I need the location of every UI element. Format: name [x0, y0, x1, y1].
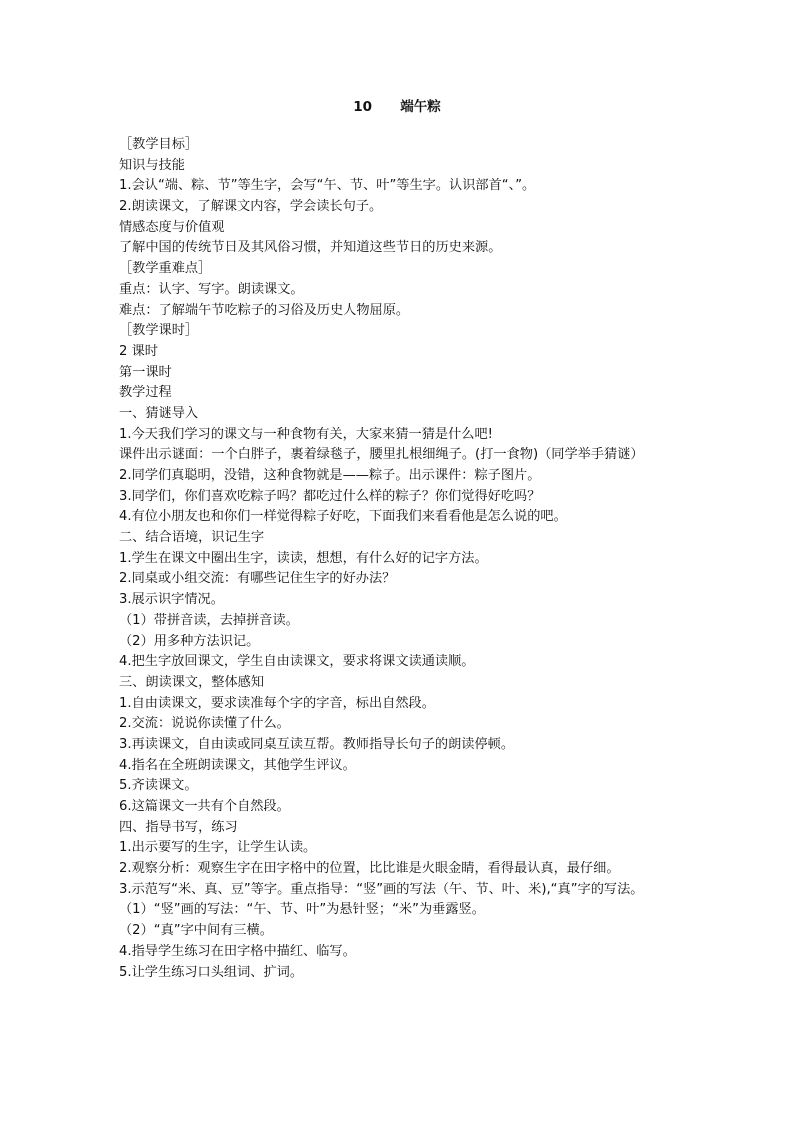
- section-heading-class-hours: ［教学课时］: [119, 323, 199, 339]
- class-hours: 2 课时: [119, 343, 158, 359]
- step-item: 4.有位小朋友也和你们一样觉得粽子好吃，下面我们来看看他是怎么说的吧。: [119, 509, 567, 525]
- step-item: 5.齐读课文。: [119, 778, 198, 794]
- step-heading-writing: 四、指导书写，练习: [119, 819, 238, 835]
- step-item: 4.指名在全班朗读课文，其他学生评议。: [119, 757, 356, 773]
- step-subitem: （1）“竖”画的写法：“午、节、叶”为悬针竖；“米”为垂露竖。: [119, 902, 485, 918]
- lesson-title: 10 端午粽: [353, 99, 441, 115]
- step-item: 2.同桌或小组交流：有哪些记住生字的好办法？: [119, 571, 396, 587]
- step-subitem: （2）用多种方法识记。: [119, 633, 260, 649]
- step-item: 1.出示要写的生字，让学生认读。: [119, 840, 317, 856]
- step-item: 4.把生字放回课文，学生自由读课文，要求将课文读通读顺。: [119, 654, 475, 670]
- step-item: 3.同学们，你们喜欢吃粽子吗？都吃过什么样的粽子？你们觉得好吃吗？: [119, 488, 541, 504]
- step-subitem: （2）“真”字中间有三横。: [119, 923, 273, 939]
- step-item: 2.同学们真聪明，没错，这种食物就是——粽子。出示课件：粽子图片。: [119, 468, 541, 483]
- section-heading-key-points: ［教学重难点］: [119, 261, 212, 277]
- step-item: 3.展示识字情况。: [119, 592, 224, 608]
- subheading-knowledge-skills: 知识与技能: [119, 157, 185, 173]
- step-item: 2.观察分析：观察生字在田字格中的位置，比比谁是火眼金睛，看得最认真，最仔细。: [119, 861, 620, 877]
- step-item: 6.这篇课文一共有个自然段。: [119, 799, 290, 814]
- step-subitem: （1）带拼音读，去掉拼音读。: [119, 612, 299, 628]
- step-item: 1.自由读课文，要求读准每个字的字音，标出自然段。: [119, 695, 435, 711]
- step-item: 3.再读课文，自由读或同桌互读互帮。教师指导长句子的朗读停顿。: [119, 736, 515, 752]
- step-item: 1.学生在课文中圈出生字，读读，想想，有什么好的记字方法。: [119, 550, 488, 566]
- step-heading-characters: 二、结合语境，识记生字: [119, 530, 265, 546]
- objective-item: 了解中国的传统节日及其风俗习惯，并知道这些节日的历史来源。: [119, 240, 502, 256]
- objective-item: 1.会认“端、粽、节”等生字，会写“午、节、叶”等生字。认识部首“、”。: [119, 178, 536, 194]
- step-item: 3.示范写“米、真、豆”等字。重点指导：“竖”画的写法（午、节、叶、米),“真”字的写法。: [119, 881, 644, 897]
- step-item: 5.让学生练习口头组词、扩词。: [119, 964, 304, 980]
- objective-item: 2.朗读课文，了解课文内容，学会读长句子。: [119, 199, 383, 215]
- lesson-content: [119, 135, 689, 983]
- subheading-emotion-values: 情感态度与价值观: [119, 219, 225, 235]
- step-item: 2.交流：说说你读懂了什么。: [119, 716, 290, 732]
- step-item: 1.今天我们学习的课文与一种食物有关，大家来猜一猜是什么吧!: [119, 426, 493, 442]
- key-point: 重点：认字、写字。朗读课文。: [119, 281, 304, 297]
- difficult-point: 难点：了解端午节吃粽子的习俗及历史人物屈原。: [119, 302, 410, 318]
- step-heading-reading: 三、朗读课文，整体感知: [119, 674, 265, 690]
- step-item: 课件出示谜面：一个白胖子，裹着绿毯子，腰里扎根细绳子。(打一食物)（同学举手猜谜）: [119, 447, 644, 463]
- step-heading-riddle: 一、猜谜导入: [119, 405, 199, 421]
- teaching-process-heading: 教学过程: [119, 385, 172, 401]
- step-item: 4.指导学生练习在田字格中描红、临写。: [119, 943, 356, 959]
- first-lesson-heading: 第一课时: [119, 364, 172, 380]
- section-heading-objectives: ［教学目标］: [119, 137, 199, 152]
